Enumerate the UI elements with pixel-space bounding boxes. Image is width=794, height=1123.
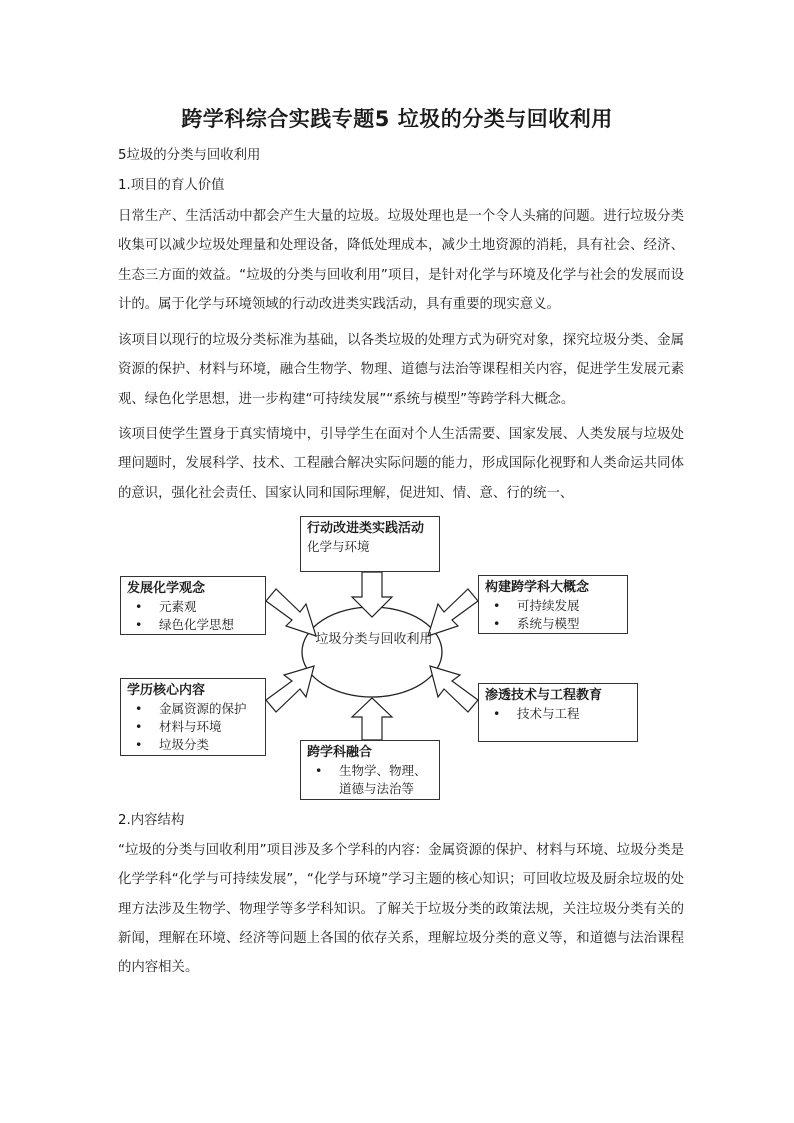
arrow-left-top xyxy=(266,589,316,636)
arrow-left-bottom xyxy=(266,666,314,712)
subtitle: 5垃圾的分类与回收利用 xyxy=(118,148,261,163)
list-item: • 垃圾分类 xyxy=(135,736,259,754)
box-bottom xyxy=(300,740,440,800)
section2-paragraph: “垃圾的分类与回收利用”项目涉及多个学科的内容：金属资源的保护、材料与环境、垃圾分类是化学学科“化学与可持续发展”，“化学与环境”学习主题的核心知识；可回收垃圾及厨余垃圾的处理方法涉及生物学、物理学等多学科知识。了解关于垃圾分类的政策法规，关注垃圾分类有关的新闻，理解在环境、经济等问题上各国的依存关系，理解垃圾分类的意义等，和道德与法治课程的内容相关。 xyxy=(118,843,684,976)
center-ellipse xyxy=(302,607,442,697)
list-item: • 金属资源的保护 xyxy=(135,700,259,718)
box-right-top-title: 构建跨学科大概念 xyxy=(485,580,590,595)
box-top-title: 行动改进类实践活动 xyxy=(307,521,425,536)
section1-heading: 1.项目的育人价值 xyxy=(118,178,225,193)
arrow-bottom xyxy=(352,698,392,740)
box-bottom-title: 跨学科融合 xyxy=(307,745,373,760)
box-top-text: 化学与环境 xyxy=(307,539,370,554)
box-left-bottom-title: 学历核心内容 xyxy=(127,683,206,698)
center-label: 垃圾分类与回收利用 xyxy=(315,632,433,647)
list-item: • 元素观 xyxy=(135,598,259,616)
list-item: • 可持续发展 xyxy=(493,597,621,615)
box-right-top xyxy=(478,575,628,634)
box-left-bottom xyxy=(120,678,266,756)
section1-paragraph-2: 该项目以现行的垃圾分类标准为基础，以各类垃圾的处理方式为研究对象，探究垃圾分类、金属资源的保护、材料与环境，融合生物学、物理、道德与法治等课程相关内容，促进学生发展元素观、绿色化学思想，进一步构建“可持续发展”“系统与模型”等跨学科大概念。 xyxy=(118,333,684,407)
section1-paragraph-3: 该项目使学生置身于真实情境中，引导学生在面对个人生活需要、国家发展、人类发展与垃圾处理问题时，发展科学、技术、工程融合解决实际问题的能力，形成国际化视野和人类命运共同体的意识，强化社会责任、国家认同和国际理解，促进知、情、意、行的统一、 xyxy=(118,427,684,501)
list-item: • 生物学、物理、道德与法治等 xyxy=(315,762,433,798)
box-right-bottom xyxy=(478,683,638,742)
list-item: • 绿色化学思想 xyxy=(135,616,259,634)
list-item: • 材料与环境 xyxy=(135,718,259,736)
box-left-top xyxy=(120,576,266,635)
page-title: 跨学科综合实践专题5 垃圾的分类与回收利用 xyxy=(181,107,613,131)
box-right-bottom-title: 渗透技术与工程教育 xyxy=(485,688,603,703)
section1-paragraph-1: 日常生产、生活活动中都会产生大量的垃圾。垃圾处理也是一个令人头痛的问题。进行垃圾分类收集可以减少垃圾处理量和处理设备，降低处理成本，减少土地资源的消耗，具有社会、经济、生态三方面的效益。“垃圾的分类与回收利用”项目，是针对化学与环境及化学与社会的发展而设计的。属于化学与环境领域的行动改进类实践活动，具有重要的现实意义。 xyxy=(118,209,684,312)
section2-heading: 2.内容结构 xyxy=(118,813,185,828)
list-item: • 系统与模型 xyxy=(493,615,621,633)
list-item: • 技术与工程 xyxy=(493,705,631,723)
box-left-top-title: 发展化学观念 xyxy=(127,581,206,596)
arrow-right-top xyxy=(428,589,478,636)
arrow-right-bottom xyxy=(430,666,478,712)
box-top xyxy=(300,516,440,572)
